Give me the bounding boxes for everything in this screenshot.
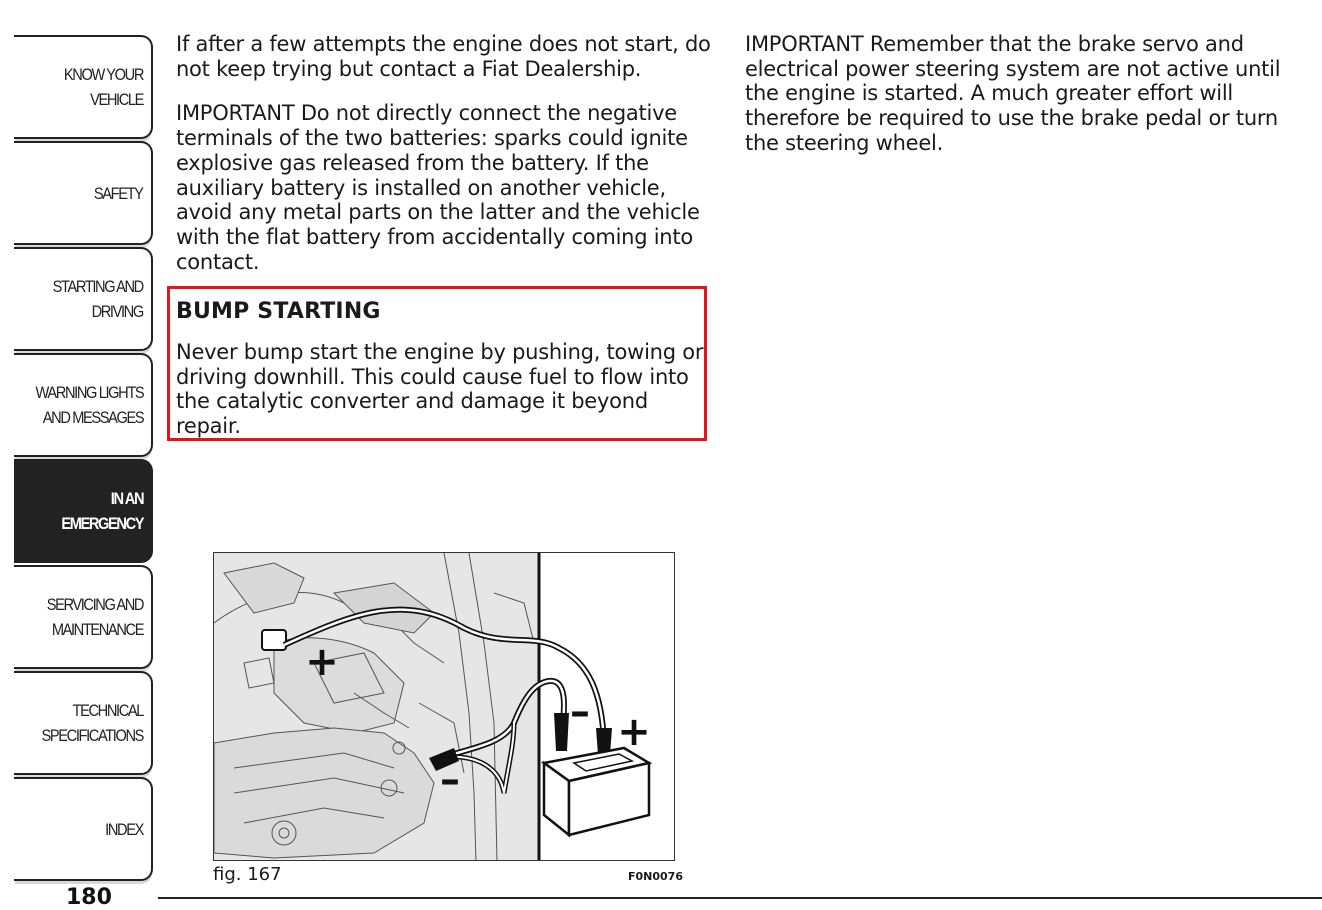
bump-starting-text: Never bump start the engine by pushing, towing or driving downhill. This could cause fuel to flow into the catalytic converter and damage it beyond repair. [176, 340, 704, 439]
footer-rule [158, 897, 1322, 899]
right-column [745, 32, 1290, 156]
tab-safety[interactable] [14, 141, 153, 245]
jump-start-diagram [214, 553, 675, 861]
battery-minus-symbol: – [570, 689, 590, 735]
car-plus-symbol: + [305, 639, 339, 685]
car-battery-terminal [262, 630, 286, 650]
tab-index[interactable] [14, 777, 153, 881]
tab-know-your-vehicle[interactable] [14, 35, 153, 139]
tab-label: STARTING AND DRIVING [52, 277, 143, 321]
left-column [176, 32, 711, 274]
tab-label: SAFETY [94, 183, 143, 203]
tab-servicing-and-maintenance[interactable] [14, 565, 153, 669]
tab-label: IN AN EMERGENCY [61, 489, 143, 533]
paragraph-negative-terminals: IMPORTANT Do not directly connect the negative terminals of the two batteries: sparks could ignite explosive gas released from the battery. If the auxiliary battery is installed on another vehicle, avoid any metal parts on the latter and the vehicle with the flat battery from accidentally coming into contact. [176, 101, 700, 274]
battery-plus-symbol: + [617, 709, 651, 755]
tab-label: WARNING LIGHTS AND MESSAGES [35, 383, 143, 427]
tab-label: INDEX [105, 819, 143, 839]
tab-warning-lights[interactable] [14, 353, 153, 457]
auxiliary-battery [544, 748, 649, 835]
figure-code: F0N0076 [628, 870, 683, 883]
paragraph-dealership: If after a few attempts the engine does not start, do not keep trying but contact a Fiat Dealership. [176, 32, 711, 81]
tab-label: TECHNICAL SPECIFICATIONS [41, 701, 143, 745]
tab-technical-specifications[interactable] [14, 671, 153, 775]
bump-starting-heading: BUMP STARTING [176, 299, 381, 324]
tab-in-an-emergency[interactable] [14, 459, 153, 563]
tab-label: KNOW YOUR VEHICLE [63, 65, 143, 109]
tab-label: SERVICING AND MAINTENANCE [46, 595, 144, 639]
figure-caption: fig. 167 [213, 864, 282, 885]
tab-starting-and-driving[interactable] [14, 247, 153, 351]
jump-start-illustration [213, 552, 675, 861]
paragraph-brake-servo: IMPORTANT Remember that the brake servo and electrical power steering system are not active until the engine is started. A much greater effort will therefore be required to use the brake pedal or turn the steering wheel. [745, 32, 1281, 155]
negative-clamp [554, 713, 569, 751]
car-minus-symbol: – [440, 757, 460, 803]
page-number: 180 [66, 885, 112, 910]
